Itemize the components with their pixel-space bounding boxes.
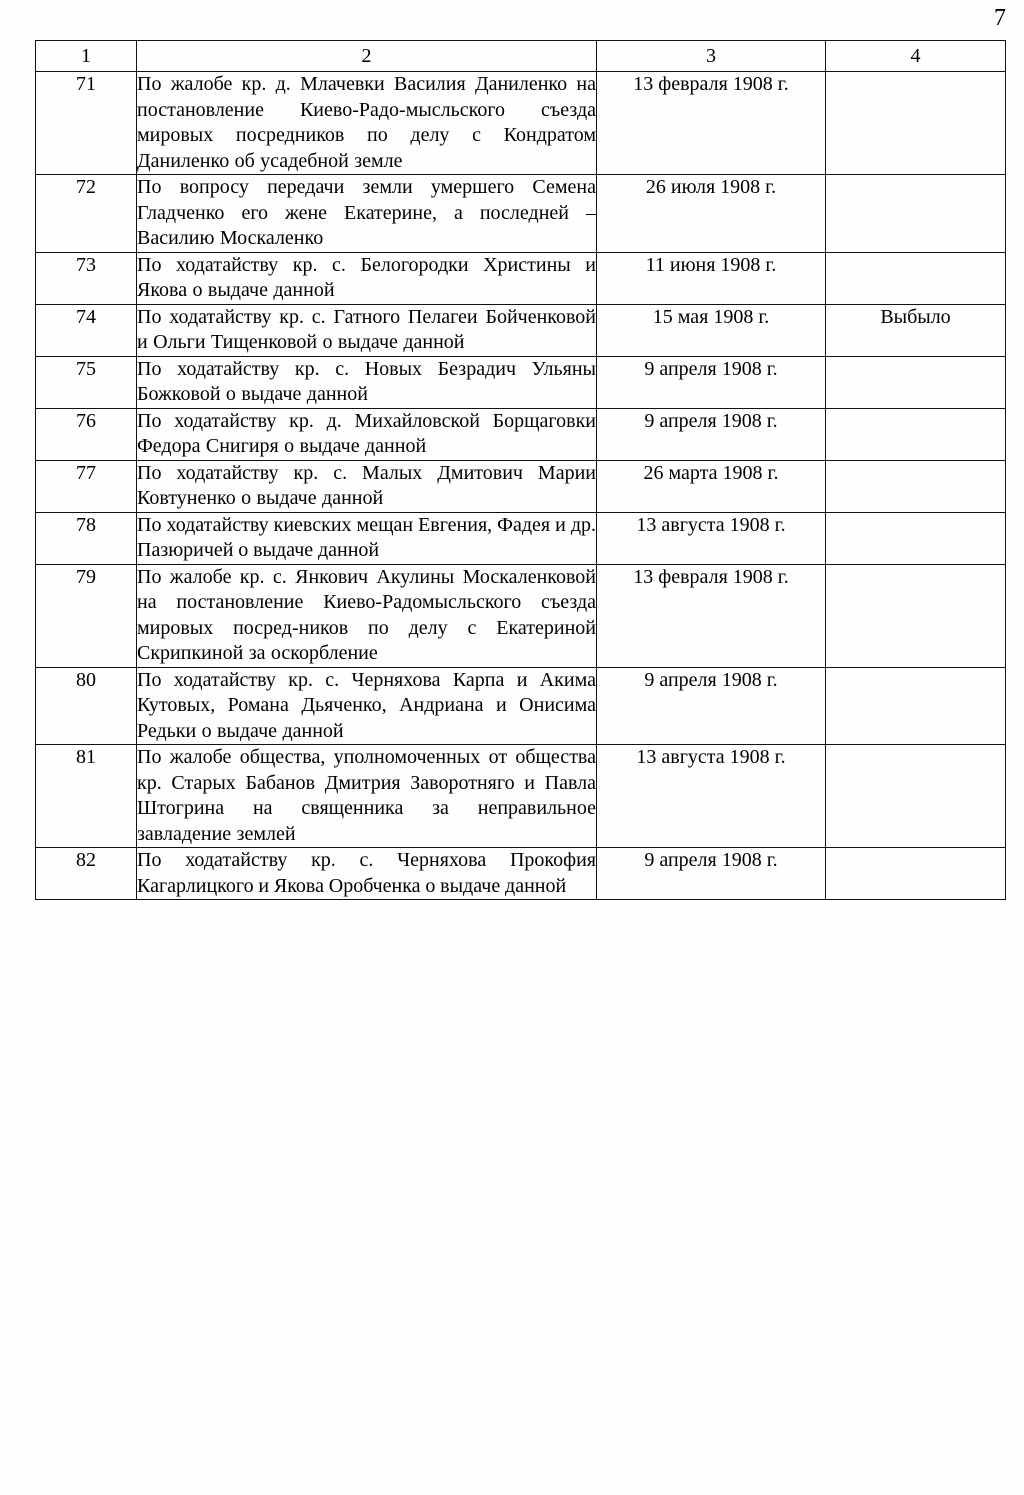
inventory-table: [35, 40, 1006, 900]
row-number: 73: [36, 252, 137, 304]
row-description: По ходатайству кр. с. Новых Безрадич Ульяны Божковой о выдаче данной: [137, 356, 597, 408]
row-date: 15 мая 1908 г.: [597, 304, 826, 356]
row-description: По ходатайству кр. с. Черняхова Карпа и Акима Кутовых, Романа Дьяченко, Андриана и Онисима Редьки о выдаче данной: [137, 667, 597, 745]
table-row: [36, 252, 1006, 304]
row-number: 74: [36, 304, 137, 356]
row-date: 9 апреля 1908 г.: [597, 356, 826, 408]
row-date: 9 апреля 1908 г.: [597, 667, 826, 745]
row-note: [826, 252, 1006, 304]
row-note: [826, 512, 1006, 564]
row-number: 71: [36, 72, 137, 175]
row-note: [826, 564, 1006, 667]
row-date: 13 августа 1908 г.: [597, 745, 826, 848]
row-number: 75: [36, 356, 137, 408]
row-number: 82: [36, 848, 137, 900]
row-number: 79: [36, 564, 137, 667]
row-description: По ходатайству кр. д. Михайловской Борщаговки Федора Снигиря о выдаче данной: [137, 408, 597, 460]
row-description: По жалобе кр. д. Млачевки Василия Даниленко на постановление Киево-Радо-мысльского съезда мировых посредников по делу с Кондратом Даниленко об усадебной земле: [137, 72, 597, 175]
row-description: По ходатайству киевских мещан Евгения, Фадея и др. Пазюричей о выдаче данной: [137, 512, 597, 564]
row-date: 26 марта 1908 г.: [597, 460, 826, 512]
row-note: [826, 72, 1006, 175]
row-date: 9 апреля 1908 г.: [597, 848, 826, 900]
table-row: [36, 72, 1006, 175]
row-date: 9 апреля 1908 г.: [597, 408, 826, 460]
table-row: [36, 175, 1006, 253]
column-header-1: 1: [36, 41, 137, 72]
row-description: По жалобе общества, уполномоченных от общества кр. Старых Бабанов Дмитрия Заворотняго и Павла Штогрина на священника за неправильное завладение землей: [137, 745, 597, 848]
row-description: По вопросу передачи земли умершего Семена Гладченко его жене Екатерине, а последней – Василию Москаленко: [137, 175, 597, 253]
row-note: [826, 848, 1006, 900]
row-description: По жалобе кр. с. Янкович Акулины Москаленковой на постановление Киево-Радомысльского съезда мировых посред-ников по делу с Екатериной Скрипкиной за оскорбление: [137, 564, 597, 667]
row-number: 80: [36, 667, 137, 745]
table-row: [36, 512, 1006, 564]
row-number: 76: [36, 408, 137, 460]
row-note: [826, 356, 1006, 408]
table-row: [36, 460, 1006, 512]
page-number: 7: [994, 5, 1006, 31]
table-header-row: [36, 41, 1006, 72]
row-date: 26 июля 1908 г.: [597, 175, 826, 253]
table-row: [36, 564, 1006, 667]
row-number: 72: [36, 175, 137, 253]
table-row: [36, 304, 1006, 356]
column-header-3: 3: [597, 41, 826, 72]
table-row: [36, 848, 1006, 900]
row-date: 13 февраля 1908 г.: [597, 72, 826, 175]
row-number: 81: [36, 745, 137, 848]
row-note: [826, 667, 1006, 745]
row-description: По ходатайству кр. с. Малых Дмитович Марии Ковтуненко о выдаче данной: [137, 460, 597, 512]
row-date: 13 февраля 1908 г.: [597, 564, 826, 667]
row-description: По ходатайству кр. с. Гатного Пелагеи Бойченковой и Ольги Тищенковой о выдаче данной: [137, 304, 597, 356]
row-note: [826, 460, 1006, 512]
row-note: [826, 745, 1006, 848]
row-note: [826, 175, 1006, 253]
table-row: [36, 356, 1006, 408]
row-description: По ходатайству кр. с. Белогородки Христины и Якова о выдаче данной: [137, 252, 597, 304]
row-note: [826, 408, 1006, 460]
row-date: 11 июня 1908 г.: [597, 252, 826, 304]
row-note: Выбыло: [826, 304, 1006, 356]
column-header-2: 2: [137, 41, 597, 72]
row-number: 77: [36, 460, 137, 512]
table-row: [36, 408, 1006, 460]
row-number: 78: [36, 512, 137, 564]
row-description: По ходатайству кр. с. Черняхова Прокофия Кагарлицкого и Якова Оробченка о выдаче данной: [137, 848, 597, 900]
column-header-4: 4: [826, 41, 1006, 72]
row-date: 13 августа 1908 г.: [597, 512, 826, 564]
table-row: [36, 745, 1006, 848]
table-row: [36, 667, 1006, 745]
